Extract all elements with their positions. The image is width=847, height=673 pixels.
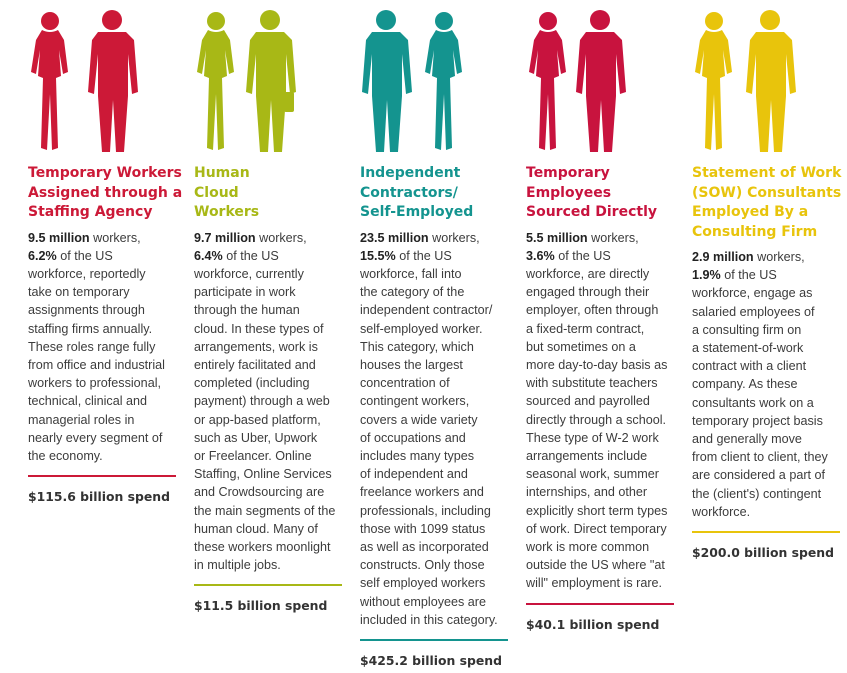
description-line: work is more common bbox=[526, 539, 650, 554]
description-line: the economy. bbox=[28, 448, 103, 463]
worker-count: 5.5 million bbox=[526, 230, 588, 245]
figures-container bbox=[194, 10, 354, 158]
figures-container bbox=[692, 10, 847, 158]
title-line: Employed By a bbox=[692, 204, 809, 220]
description-line: seasonal work, summer bbox=[526, 467, 659, 482]
people-silhouette-icon bbox=[360, 10, 480, 158]
description-line: the (client's) contingent bbox=[692, 486, 822, 501]
description-line: These roles range fully bbox=[28, 339, 156, 354]
percent-line bbox=[194, 247, 335, 265]
count-line bbox=[526, 229, 667, 247]
description-line: or app-based platform, bbox=[194, 412, 321, 427]
percent-line bbox=[526, 247, 667, 265]
category-title bbox=[360, 164, 473, 223]
count-suffix: workers, bbox=[89, 230, 141, 245]
workforce-percent: 6.2% bbox=[28, 248, 57, 263]
description-line: cloud. In these types of bbox=[194, 321, 324, 336]
count-suffix: workers, bbox=[753, 250, 805, 264]
description-line: from client to client, they bbox=[692, 450, 828, 465]
workforce-percent: 6.4% bbox=[194, 248, 223, 263]
percent-suffix: of the US bbox=[720, 268, 777, 283]
people-silhouette-icon bbox=[526, 10, 646, 158]
spend-amount: $40.1 billion spend bbox=[526, 616, 660, 632]
divider bbox=[194, 584, 342, 586]
count-line bbox=[692, 248, 828, 266]
description-line: of independent and bbox=[360, 467, 468, 482]
description-line: contingent workers, bbox=[360, 394, 470, 409]
description-line: directly through a school. bbox=[526, 412, 667, 427]
percent-suffix: of the US bbox=[395, 248, 452, 263]
description-line: such as Uber, Upwork bbox=[194, 430, 318, 445]
description-line: from office and industrial bbox=[28, 357, 165, 372]
description-line: freelance workers and bbox=[360, 485, 484, 500]
description-line: or Freelancer. Online bbox=[194, 448, 312, 463]
title-line: Assigned through a bbox=[28, 184, 183, 201]
description-line: are considered a part of bbox=[692, 468, 826, 483]
divider bbox=[28, 475, 176, 477]
description-line: payment) through a web bbox=[194, 394, 330, 409]
description-line: employer, often through bbox=[526, 303, 659, 318]
count-suffix: workers, bbox=[255, 230, 307, 245]
spend-amount: $115.6 billion spend bbox=[28, 489, 170, 505]
category-title bbox=[526, 164, 657, 223]
description-line: company. As these bbox=[692, 377, 798, 392]
description-line: professionals, including bbox=[360, 503, 491, 518]
description-line: the main segments of the bbox=[194, 503, 336, 518]
percent-line bbox=[692, 266, 828, 284]
description-line: contract with a client bbox=[692, 359, 807, 374]
description-line: staffing firms annually. bbox=[28, 321, 153, 336]
description-line: independent contractor/ bbox=[360, 303, 493, 318]
percent-line bbox=[28, 247, 165, 265]
title-line: Temporary bbox=[526, 165, 610, 181]
title-line: Cloud bbox=[194, 184, 239, 201]
title-line: Sourced Directly bbox=[526, 204, 657, 220]
description-line: outside the US where "at bbox=[526, 558, 665, 573]
percent-suffix: of the US bbox=[222, 248, 279, 263]
category-title bbox=[692, 164, 841, 242]
description-line: internships, and other bbox=[526, 485, 648, 500]
description-line: without employees are bbox=[360, 594, 487, 609]
workforce-percent: 1.9% bbox=[692, 268, 721, 283]
worker-count: 2.9 million bbox=[692, 250, 754, 264]
description-line: workforce, reportedly bbox=[28, 266, 146, 281]
worker-count: 9.5 million bbox=[28, 230, 90, 245]
count-line bbox=[194, 229, 335, 247]
divider bbox=[360, 639, 508, 641]
description-line: a fixed-term contract, bbox=[526, 321, 645, 336]
description-line: with substitute teachers bbox=[526, 376, 658, 391]
title-line: (SOW) Consultants bbox=[692, 184, 842, 201]
figures-container bbox=[28, 10, 188, 158]
description-line: workforce, engage as bbox=[692, 286, 813, 301]
people-silhouette-icon bbox=[692, 10, 812, 158]
title-line: Employees bbox=[526, 184, 612, 201]
description-line: human cloud. Many of bbox=[194, 521, 318, 536]
divider bbox=[692, 531, 840, 533]
divider bbox=[526, 603, 674, 605]
category-description bbox=[194, 229, 335, 575]
title-line: Human bbox=[194, 165, 250, 181]
count-line bbox=[360, 229, 498, 247]
description-line: workforce, fall into bbox=[360, 266, 462, 281]
category-description bbox=[360, 229, 498, 629]
workforce-percent: 3.6% bbox=[526, 248, 555, 263]
description-line: through the human bbox=[194, 303, 300, 318]
category-title bbox=[194, 164, 259, 223]
description-line: concentration of bbox=[360, 376, 450, 391]
description-line: entirely facilitated and bbox=[194, 357, 316, 372]
description-line: more day-to-day basis as bbox=[526, 357, 668, 372]
description-line: covers a wide variety bbox=[360, 412, 478, 427]
description-line: houses the largest bbox=[360, 357, 463, 372]
description-line: included in this category. bbox=[360, 612, 498, 627]
title-line: Staffing Agency bbox=[28, 204, 153, 220]
description-line: These type of W-2 work bbox=[526, 430, 659, 445]
description-line: arrangements include bbox=[526, 448, 648, 463]
description-line: a consulting firm on bbox=[692, 322, 802, 337]
title-line: Independent bbox=[360, 165, 461, 181]
description-line: workers to professional, bbox=[28, 376, 161, 391]
description-line: workforce, currently bbox=[194, 266, 304, 281]
title-line: Temporary Workers bbox=[28, 165, 182, 181]
description-line: engaged through their bbox=[526, 285, 650, 300]
description-line: This category, which bbox=[360, 339, 474, 354]
category-description bbox=[692, 248, 828, 521]
description-line: workforce. bbox=[692, 504, 751, 519]
description-line: those with 1099 status bbox=[360, 521, 486, 536]
people-silhouette-icon bbox=[194, 10, 314, 158]
category-description bbox=[526, 229, 667, 593]
description-line: sourced and payrolled bbox=[526, 394, 650, 409]
description-line: completed (including bbox=[194, 376, 310, 391]
description-line: consultants work on a bbox=[692, 395, 814, 410]
description-line: as well as incorporated bbox=[360, 539, 489, 554]
description-line: in multiple jobs. bbox=[194, 558, 281, 573]
description-line: includes many types bbox=[360, 448, 475, 463]
people-silhouette-icon bbox=[28, 10, 148, 158]
spend-amount: $425.2 billion spend bbox=[360, 652, 502, 668]
description-line: arrangements, work is bbox=[194, 339, 318, 354]
description-line: workforce, are directly bbox=[526, 266, 650, 281]
title-line: Contractors/ bbox=[360, 184, 458, 201]
description-line: and Crowdsourcing are bbox=[194, 485, 325, 500]
category-title bbox=[28, 164, 182, 223]
description-line: technical, clinical and bbox=[28, 394, 148, 409]
description-line: the category of the bbox=[360, 285, 465, 300]
description-line: and generally move bbox=[692, 432, 802, 447]
category-description bbox=[28, 229, 165, 466]
title-line: Statement of Work bbox=[692, 165, 842, 181]
description-line: will" employment is rare. bbox=[526, 576, 663, 591]
description-line: explicitly short term types bbox=[526, 503, 668, 518]
description-line: but sometimes on a bbox=[526, 339, 636, 354]
title-line: Workers bbox=[194, 204, 260, 220]
percent-suffix: of the US bbox=[554, 248, 611, 263]
description-line: managerial roles in bbox=[28, 412, 135, 427]
description-line: self-employed worker. bbox=[360, 321, 483, 336]
count-suffix: workers, bbox=[587, 230, 639, 245]
description-line: of occupations and bbox=[360, 430, 466, 445]
count-line bbox=[28, 229, 165, 247]
spend-amount: $11.5 billion spend bbox=[194, 598, 328, 614]
description-line: take on temporary bbox=[28, 285, 130, 300]
description-line: temporary project basis bbox=[692, 413, 823, 428]
description-line: self employed workers bbox=[360, 576, 486, 591]
spend-amount: $200.0 billion spend bbox=[692, 545, 834, 560]
description-line: nearly every segment of bbox=[28, 430, 163, 445]
workforce-percent: 15.5% bbox=[360, 248, 396, 263]
description-line: these workers moonlight bbox=[194, 539, 331, 554]
figures-container bbox=[526, 10, 686, 158]
figures-container bbox=[360, 10, 520, 158]
title-line: Self-Employed bbox=[360, 204, 474, 220]
count-suffix: workers, bbox=[428, 230, 480, 245]
worker-count: 23.5 million bbox=[360, 230, 429, 245]
title-line: Consulting Firm bbox=[692, 223, 818, 240]
description-line: participate in work bbox=[194, 285, 296, 300]
description-line: constructs. Only those bbox=[360, 558, 485, 573]
percent-line bbox=[360, 247, 498, 265]
description-line: salaried employees of bbox=[692, 304, 815, 319]
description-line: assignments through bbox=[28, 303, 145, 318]
worker-count: 9.7 million bbox=[194, 230, 256, 245]
percent-suffix: of the US bbox=[56, 248, 113, 263]
description-line: Staffing, Online Services bbox=[194, 467, 332, 482]
description-line: a statement-of-work bbox=[692, 341, 804, 356]
description-line: of work. Direct temporary bbox=[526, 521, 667, 536]
